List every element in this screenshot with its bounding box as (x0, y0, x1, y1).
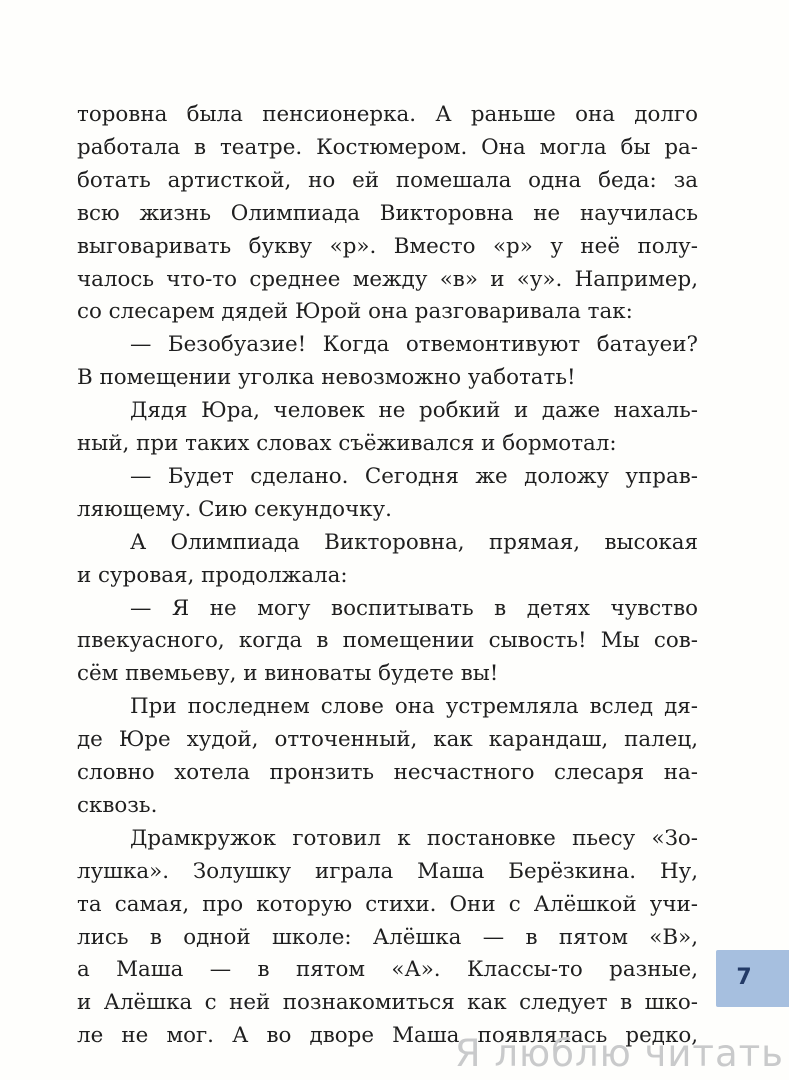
text-line: пвекуасного, когда в помещении сывость! Мы сов- (77, 628, 698, 653)
text-line: и суровая, продолжала: (77, 563, 348, 588)
text-line: — Будет сделано. Сегодня же доложу управ- (130, 464, 698, 489)
text-line: де Юре худой, отточенный, как карандаш, палец, (77, 727, 698, 752)
text-line: лись в одной школе: Алёшка — в пятом «В», (77, 925, 698, 950)
text-line: словно хотела пронзить несчастного слесаря на- (77, 760, 698, 785)
text-line: При последнем слове она устремляла вслед дя- (130, 694, 698, 719)
text-line: — Безобуазие! Когда отвемонтивуют батауеи? (130, 332, 698, 357)
text-line: чалось что-то среднее между «в» и «у». Например, (77, 267, 698, 292)
text-line: Дядя Юра, человек не робкий и даже нахаль- (130, 398, 698, 423)
text-line: Драмкружок готовил к постановке пьесу «Зо- (130, 826, 698, 851)
text-line: работала в театре. Костюмером. Она могла бы ра- (77, 135, 698, 160)
text-line: ботать артисткой, но ей помешала одна беда: за (77, 168, 698, 193)
text-line: торовна была пенсионерка. А раньше она долго (77, 102, 698, 127)
text-line: ле не мог. А во дворе Маша появлялась редко, (77, 1023, 698, 1048)
text-line: сквозь. (77, 793, 158, 818)
watermark: Я люблю читать (454, 1032, 784, 1075)
text-line: сём пвемьеву, и виноваты будете вы! (77, 661, 499, 686)
text-line: лушка». Золушку играла Маша Берёзкина. Ну, (77, 859, 698, 884)
text-line: со слесарем дядей Юрой она разговаривала так: (77, 299, 633, 324)
text-line: ный, при таких словах съёживался и бормотал: (77, 431, 617, 456)
text-line: выговаривать букву «р». Вместо «р» у неё полу- (77, 234, 698, 259)
text-line: и Алёшка с ней познакомиться как следует в шко- (77, 990, 698, 1015)
text-line: ляющему. Сию секундочку. (77, 497, 392, 522)
text-line: а Маша — в пятом «А». Классы-то разные, (77, 957, 698, 982)
page-number: 7 (736, 965, 752, 990)
text-line: В помещении уголка невозможно уаботать! (77, 365, 576, 390)
text-line: А Олимпиада Викторовна, прямая, высокая (130, 530, 698, 555)
text-line: — Я не могу воспитывать в детях чувство (130, 596, 698, 621)
text-line: всю жизнь Олимпиада Викторовна не научилась (77, 201, 698, 226)
text-line: та самая, про которую стихи. Они с Алёшкой учи- (77, 892, 698, 917)
